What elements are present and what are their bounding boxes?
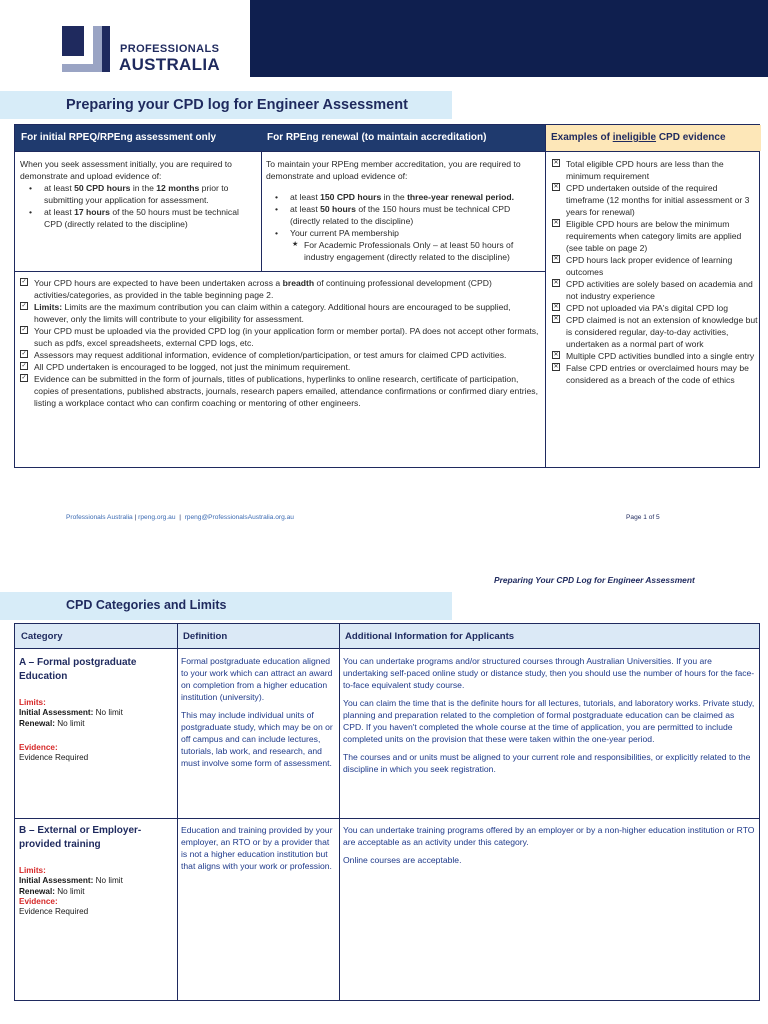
- checkbox-crossed-icon: ✕: [553, 256, 559, 262]
- checkbox-icon: ✓: [21, 303, 27, 309]
- checkbox-crossed-icon: ✕: [553, 184, 559, 190]
- list-item: ✕ CPD claimed is not an extension of knowledge but is considered regular, day-to-day activities, undertaken as a normal part of work: [553, 315, 758, 349]
- list-item: ✕ CPD hours lack proper evidence of learning outcomes: [553, 255, 733, 277]
- checkbox-icon: ✓: [21, 279, 27, 285]
- evidence-value: Evidence Required: [19, 907, 89, 916]
- footer-site-link[interactable]: rpeng.org.au: [138, 514, 176, 521]
- category-b-info: You can undertake training programs offered by an employer or by a non-higher education institution or RTO are acceptable as an activity under this category. Online courses are acceptable.: [343, 825, 755, 865]
- checkbox-crossed-icon: ✕: [553, 352, 559, 358]
- list-item: ★ For Academic Professionals Only – at least 50 hours of industry engagement (directly related to the discipline): [266, 239, 542, 263]
- page-title: Preparing your CPD log for Engineer Assessment: [66, 97, 408, 113]
- checkbox-crossed-icon: ✕: [553, 304, 559, 310]
- initial-limit: Initial Assessment: No limit: [19, 708, 123, 717]
- logo-text-line2: AUSTRALIA: [119, 55, 220, 74]
- divider: [261, 151, 262, 271]
- list-item: ✓ Assessors may request additional information, evidence of completion/participation, or test amurs for claimed CPD activities.: [21, 350, 507, 360]
- renewal-limit: Renewal: No limit: [19, 719, 85, 728]
- page-number: Page 1 of 5: [626, 514, 660, 521]
- logo-text-line1: PROFESSIONALS: [120, 43, 220, 55]
- list-item: ✓ All CPD undertaken is encouraged to be logged, not just the minimum requirement.: [21, 362, 351, 372]
- renewal-limit: Renewal: No limit: [19, 887, 85, 896]
- checkbox-icon: ✓: [21, 363, 27, 369]
- footer-org: Professionals Australia: [66, 514, 133, 521]
- initial-intro: When you seek assessment initially, you are required to demonstrate and upload evidence of:: [20, 159, 232, 181]
- renewal-header: For RPEng renewal (to maintain accreditation): [261, 125, 545, 151]
- category-a-title: A – Formal postgraduate Education: [19, 657, 137, 682]
- ineligible-header: Examples of ineligible CPD evidence: [545, 125, 761, 151]
- divider: [15, 648, 759, 649]
- list-item: • at least 150 CPD hours in the three-year renewal period.: [266, 191, 542, 203]
- divider: [15, 151, 759, 152]
- list-item: ✕ Multiple CPD activities bundled into a single entry: [553, 351, 755, 361]
- divider: [15, 818, 759, 819]
- divider: [339, 624, 340, 1000]
- list-item: ✕ Eligible CPD hours are below the minimum requirements when category limits are applied (see table on page 2): [553, 219, 742, 253]
- checkbox-crossed-icon: ✕: [553, 160, 559, 166]
- table-row: [19, 824, 173, 917]
- checkbox-crossed-icon: ✕: [553, 316, 559, 322]
- list-item: ✓ Your CPD hours are expected to have been undertaken across a breadth of continuing professional development (CPD) activities/categories, as provided in the table beginning page 2.: [21, 278, 492, 300]
- categories-table: [14, 623, 760, 1001]
- evidence-label: Evidence:: [19, 743, 58, 752]
- list-item: ✓ Your CPD must be uploaded via the provided CPD log (in your application form or member portal). PA does not accept other formats, such as pdfs, excel spreadsheets, external CPD logs, etc.: [21, 326, 539, 348]
- list-item: ✓ Evidence can be submitted in the form of journals, titles of publications, hyperlinks to online research, certificate of participation, copies of presentations, published abstracts, journals, research papers emailed, attendance confirmations or confirmed diary entries, listing a workplace contact who can confirm coaching or mentoring of other engineers.: [21, 374, 538, 408]
- list-item: • at least 17 hours of the 50 hours must be technical CPD (directly related to the discipline): [20, 206, 256, 230]
- running-title: Preparing Your CPD Log for Engineer Assessment: [494, 575, 695, 585]
- category-header: Category: [15, 624, 177, 648]
- header-band: [250, 0, 768, 77]
- renewal-cell: [266, 158, 542, 263]
- professionals-australia-logo-icon: [62, 26, 110, 72]
- section-title: CPD Categories and Limits: [66, 598, 227, 612]
- table-row: [19, 656, 173, 763]
- checkbox-icon: ✓: [21, 351, 27, 357]
- notes-cell: [18, 277, 540, 409]
- divider: [545, 125, 546, 467]
- limits-label: Limits:: [19, 698, 46, 707]
- list-item: ✕ False CPD entries or overclaimed hours may be considered as a breach of the code of ethics: [553, 363, 749, 385]
- checkbox-crossed-icon: ✕: [553, 220, 559, 226]
- category-a-definition: Formal postgraduate education aligned to your work which can attract an award on completion from a higher education institution (university). This may include individual units of postgraduate study, which may be on or off campus and can include lectures, tutorials, lab work, and research, and must involve some form of assessment.: [181, 656, 333, 768]
- evidence-value: Evidence Required: [19, 753, 89, 762]
- list-item: ✕ CPD undertaken outside of the required timeframe (12 months for initial assessment or 3 years for renewal): [553, 183, 750, 217]
- requirements-table: [14, 124, 760, 468]
- category-b-title: B – External or Employer-provided training: [19, 825, 142, 850]
- list-item: • Your current PA membership: [266, 227, 542, 239]
- additional-info-header: Additional Information for Applicants: [339, 624, 759, 648]
- divider: [177, 624, 178, 1000]
- checkbox-icon: ✓: [21, 327, 27, 333]
- list-item: ✕ Total eligible CPD hours are less than the minimum requirement: [553, 159, 724, 181]
- list-item: • at least 50 CPD hours in the 12 months prior to submitting your application for assessment.: [20, 182, 256, 206]
- checkbox-crossed-icon: ✕: [553, 280, 559, 286]
- footer-separator: |: [134, 514, 137, 521]
- category-b-definition: Education and training provided by your employer, an RTO or by a provider that is not a higher education institution but that aligns with your work or profession.: [181, 825, 333, 871]
- footer-separator: |: [179, 514, 181, 521]
- renewal-intro: To maintain your RPEng member accreditation, you are required to demonstrate and upload evidence of:: [266, 159, 521, 181]
- initial-limit: Initial Assessment: No limit: [19, 876, 123, 885]
- list-item: ✓ Limits: Limits are the maximum contribution you can claim within a category. Additional hours are encouraged to be supplied, however, only the limits will contribute to your eligibility for assessment.: [21, 302, 511, 324]
- divider: [15, 271, 545, 272]
- initial-assessment-cell: [20, 158, 256, 230]
- footer-links: [66, 514, 294, 521]
- category-a-info: You can undertake programs and/or structured courses through Australian Universities. If you are undertaking self-paced online study or distance study, then you should use the number of hours for the face-to-face equivalent study course. You can claim the time that is the definite hours for all lectures, tutorials, and laboratory works. Private study, planning and preparation related to the completion of formal postgraduate education can be claimed as CPD. If you haven't completed the whole course at the time of application, you are permitted to include completed units on the provision that these were taken within the one-year period. The courses and or units must be aligned to your current role and responsibilities, or explicitly related to the discipline in which you seek registration.: [343, 656, 755, 774]
- checkbox-icon: ✓: [21, 375, 27, 381]
- footer-email-link[interactable]: rpeng@ProfessionalsAustralia.org.au: [184, 514, 294, 521]
- ineligible-cell: [550, 158, 758, 386]
- evidence-label: Evidence:: [19, 897, 58, 906]
- definition-header: Definition: [177, 624, 339, 648]
- list-item: ✕ CPD not uploaded via PA's digital CPD log: [553, 303, 728, 313]
- limits-label: Limits:: [19, 866, 46, 875]
- initial-assessment-header: For initial RPEQ/RPEng assessment only: [15, 125, 261, 151]
- list-item: ✕ CPD activities are solely based on academia and not industry experience: [553, 279, 753, 301]
- checkbox-crossed-icon: ✕: [553, 364, 559, 370]
- list-item: • at least 50 hours of the 150 hours must be technical CPD (directly related to the discipline): [266, 203, 542, 227]
